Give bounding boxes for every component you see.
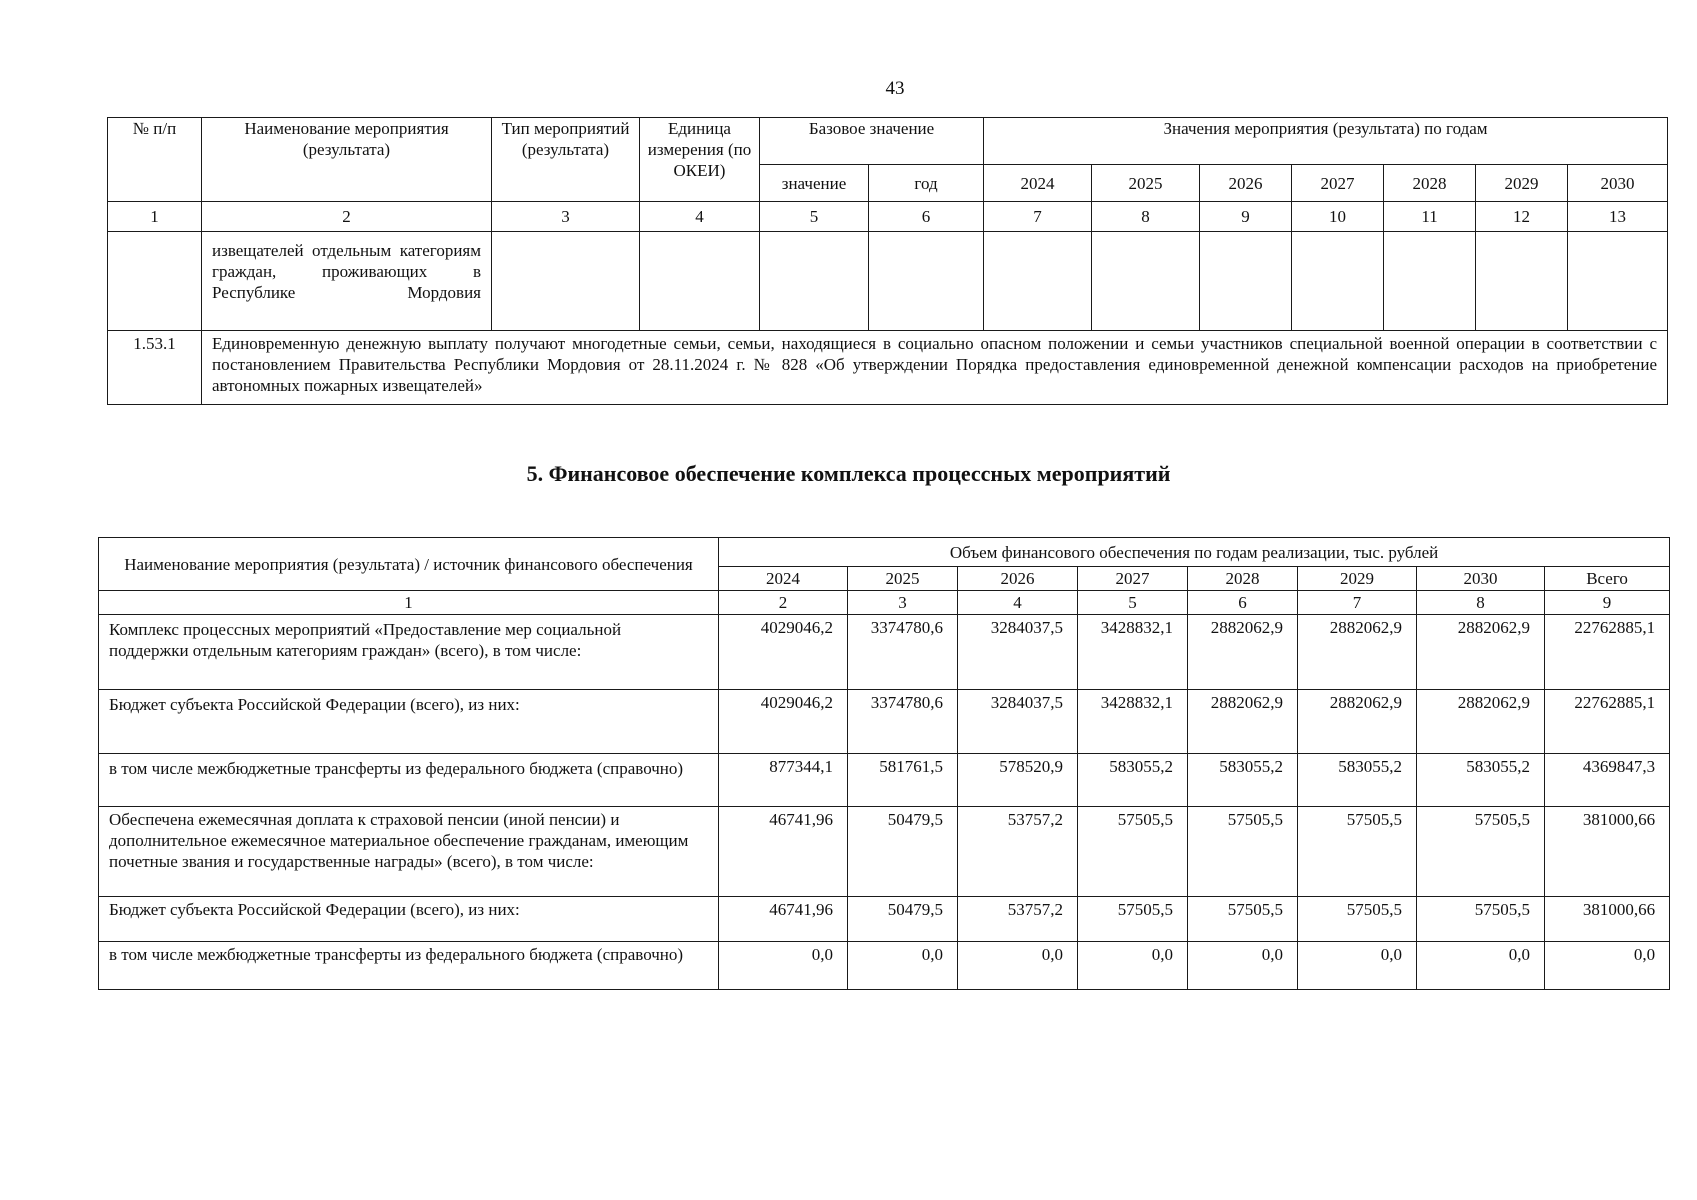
header-volume: Объем финансового обеспечения по годам реализации, тыс. рублей (719, 538, 1670, 567)
header-year: 2027 (1078, 567, 1188, 591)
column-number: 8 (1092, 202, 1200, 232)
value-cell: 0,0 (848, 942, 958, 990)
section-heading: 5. Финансовое обеспечение комплекса процессных мероприятий (526, 461, 1171, 486)
row-1-53-1 (108, 331, 1668, 405)
header-year: 2026 (1200, 165, 1292, 202)
column-number: 7 (1298, 591, 1417, 615)
header-year: 2025 (1092, 165, 1200, 202)
row-name: Бюджет субъекта Российской Федерации (всего), из них: (99, 897, 719, 942)
header-num: № п/п (108, 118, 202, 202)
row-name: Обеспечена ежемесячная доплата к страховой пенсии (иной пенсии) и дополнительное ежемесячное материальное обеспечение гражданам, имеющим почетные звания и государственные награды» (всего), в том числе: (99, 807, 719, 897)
value-cell: 2882062,9 (1298, 690, 1417, 754)
row-name: Бюджет субъекта Российской Федерации (всего), из них: (99, 690, 719, 754)
value-cell: 581761,5 (848, 754, 958, 807)
value-cell: 4029046,2 (719, 690, 848, 754)
header-year: 2026 (958, 567, 1078, 591)
value-cell: 57505,5 (1417, 807, 1545, 897)
value-cell: 2882062,9 (1417, 615, 1545, 690)
column-number: 6 (1188, 591, 1298, 615)
header-base-value: значение (760, 165, 869, 202)
page-number: 43 (885, 78, 905, 99)
value-cell: 53757,2 (958, 897, 1078, 942)
table-row (99, 897, 1670, 942)
column-number: 1 (108, 202, 202, 232)
value-cell: 57505,5 (1078, 897, 1188, 942)
value-cell: 57505,5 (1298, 807, 1417, 897)
value-cell: 578520,9 (958, 754, 1078, 807)
row-name: Комплекс процессных мероприятий «Предоставление мер социальной поддержки отдельным категориям граждан» (всего), в том числе: (99, 615, 719, 690)
column-number: 3 (848, 591, 958, 615)
value-cell: 2882062,9 (1188, 690, 1298, 754)
value-cell: 50479,5 (848, 807, 958, 897)
value-cell: 0,0 (719, 942, 848, 990)
continuation-row (108, 232, 1668, 331)
value-cell: 877344,1 (719, 754, 848, 807)
header-base-year: год (869, 165, 984, 202)
value-cell: 3428832,1 (1078, 615, 1188, 690)
table-row (99, 807, 1670, 897)
empty-cell (760, 232, 869, 331)
column-number: 10 (1292, 202, 1384, 232)
column-number: 6 (869, 202, 984, 232)
value-cell: 583055,2 (1078, 754, 1188, 807)
value-cell: 46741,96 (719, 807, 848, 897)
value-cell: 53757,2 (958, 807, 1078, 897)
header-year: 2029 (1476, 165, 1568, 202)
empty-cell (1568, 232, 1668, 331)
value-cell: 0,0 (1298, 942, 1417, 990)
column-number: 4 (640, 202, 760, 232)
value-cell: 46741,96 (719, 897, 848, 942)
column-number: 7 (984, 202, 1092, 232)
column-number: 1 (99, 591, 719, 615)
column-number-row (108, 202, 1668, 232)
row-name: в том числе межбюджетные трансферты из федерального бюджета (справочно) (99, 754, 719, 807)
column-number: 9 (1200, 202, 1292, 232)
value-cell: 0,0 (1078, 942, 1188, 990)
value-cell: 381000,66 (1545, 897, 1670, 942)
value-cell: 57505,5 (1188, 897, 1298, 942)
empty-cell (640, 232, 760, 331)
header-base: Базовое значение (760, 118, 984, 165)
value-cell: 0,0 (1188, 942, 1298, 990)
column-number: 12 (1476, 202, 1568, 232)
value-cell: 57505,5 (1417, 897, 1545, 942)
value-cell: 0,0 (958, 942, 1078, 990)
value-cell: 22762885,1 (1545, 615, 1670, 690)
column-number: 11 (1384, 202, 1476, 232)
column-number: 5 (760, 202, 869, 232)
value-cell: 381000,66 (1545, 807, 1670, 897)
column-number: 2 (202, 202, 492, 232)
header-year: 2028 (1188, 567, 1298, 591)
empty-cell (869, 232, 984, 331)
header-values-by-year: Значения мероприятия (результата) по годам (984, 118, 1668, 165)
row-number: 1.53.1 (108, 331, 202, 405)
header-year: 2029 (1298, 567, 1417, 591)
empty-cell (1384, 232, 1476, 331)
header-type: Тип мероприятий (результата) (492, 118, 640, 202)
header-name: Наименование мероприятия (результата) / источник финансового обеспечения (99, 538, 719, 591)
column-number: 9 (1545, 591, 1670, 615)
column-number: 4 (958, 591, 1078, 615)
value-cell: 3428832,1 (1078, 690, 1188, 754)
value-cell: 3284037,5 (958, 615, 1078, 690)
value-cell: 4029046,2 (719, 615, 848, 690)
value-cell: 57505,5 (1298, 897, 1417, 942)
empty-cell (1200, 232, 1292, 331)
table-row (99, 754, 1670, 807)
table-row (99, 690, 1670, 754)
column-number-row (99, 591, 1670, 615)
value-cell: 57505,5 (1078, 807, 1188, 897)
value-cell: 3374780,6 (848, 690, 958, 754)
value-cell: 22762885,1 (1545, 690, 1670, 754)
column-number: 2 (719, 591, 848, 615)
header-total: Всего (1545, 567, 1670, 591)
header-year: 2030 (1568, 165, 1668, 202)
value-cell: 2882062,9 (1298, 615, 1417, 690)
table-row (99, 615, 1670, 690)
table-row (99, 942, 1670, 990)
value-cell: 2882062,9 (1188, 615, 1298, 690)
header-year: 2025 (848, 567, 958, 591)
value-cell: 583055,2 (1188, 754, 1298, 807)
value-cell: 0,0 (1417, 942, 1545, 990)
empty-cell (984, 232, 1092, 331)
empty-cell (1476, 232, 1568, 331)
value-cell: 3284037,5 (958, 690, 1078, 754)
continuation-name: извещателей отдельным категориям граждан, проживающих в Республике Мордовия (202, 232, 492, 331)
header-year: 2024 (719, 567, 848, 591)
activities-table (107, 117, 1668, 405)
value-cell: 2882062,9 (1417, 690, 1545, 754)
financing-table (98, 537, 1670, 990)
header-name: Наименование мероприятия (результата) (202, 118, 492, 202)
empty-cell (492, 232, 640, 331)
column-number: 3 (492, 202, 640, 232)
header-year: 2027 (1292, 165, 1384, 202)
value-cell: 583055,2 (1298, 754, 1417, 807)
value-cell: 50479,5 (848, 897, 958, 942)
header-unit: Единица измерения (по ОКЕИ) (640, 118, 760, 202)
row-name: в том числе межбюджетные трансферты из федерального бюджета (справочно) (99, 942, 719, 990)
empty-cell (1092, 232, 1200, 331)
value-cell: 0,0 (1545, 942, 1670, 990)
header-year: 2028 (1384, 165, 1476, 202)
header-year: 2024 (984, 165, 1092, 202)
value-cell: 57505,5 (1188, 807, 1298, 897)
column-number: 5 (1078, 591, 1188, 615)
value-cell: 3374780,6 (848, 615, 958, 690)
column-number: 13 (1568, 202, 1668, 232)
row-description: Единовременную денежную выплату получают многодетные семьи, семьи, находящиеся в социально опасном положении и семьи участников специальной военной операции в соответствии с постановлением Правительства Республики Мордовия от 28.11.2024 г. № 828 «Об утверждении Порядка предоставления единовременной денежной компенсации расходов на приобретение автономных пожарных извещателей» (202, 331, 1668, 405)
header-year: 2030 (1417, 567, 1545, 591)
empty-cell (108, 232, 202, 331)
empty-cell (1292, 232, 1384, 331)
value-cell: 583055,2 (1417, 754, 1545, 807)
value-cell: 4369847,3 (1545, 754, 1670, 807)
column-number: 8 (1417, 591, 1545, 615)
